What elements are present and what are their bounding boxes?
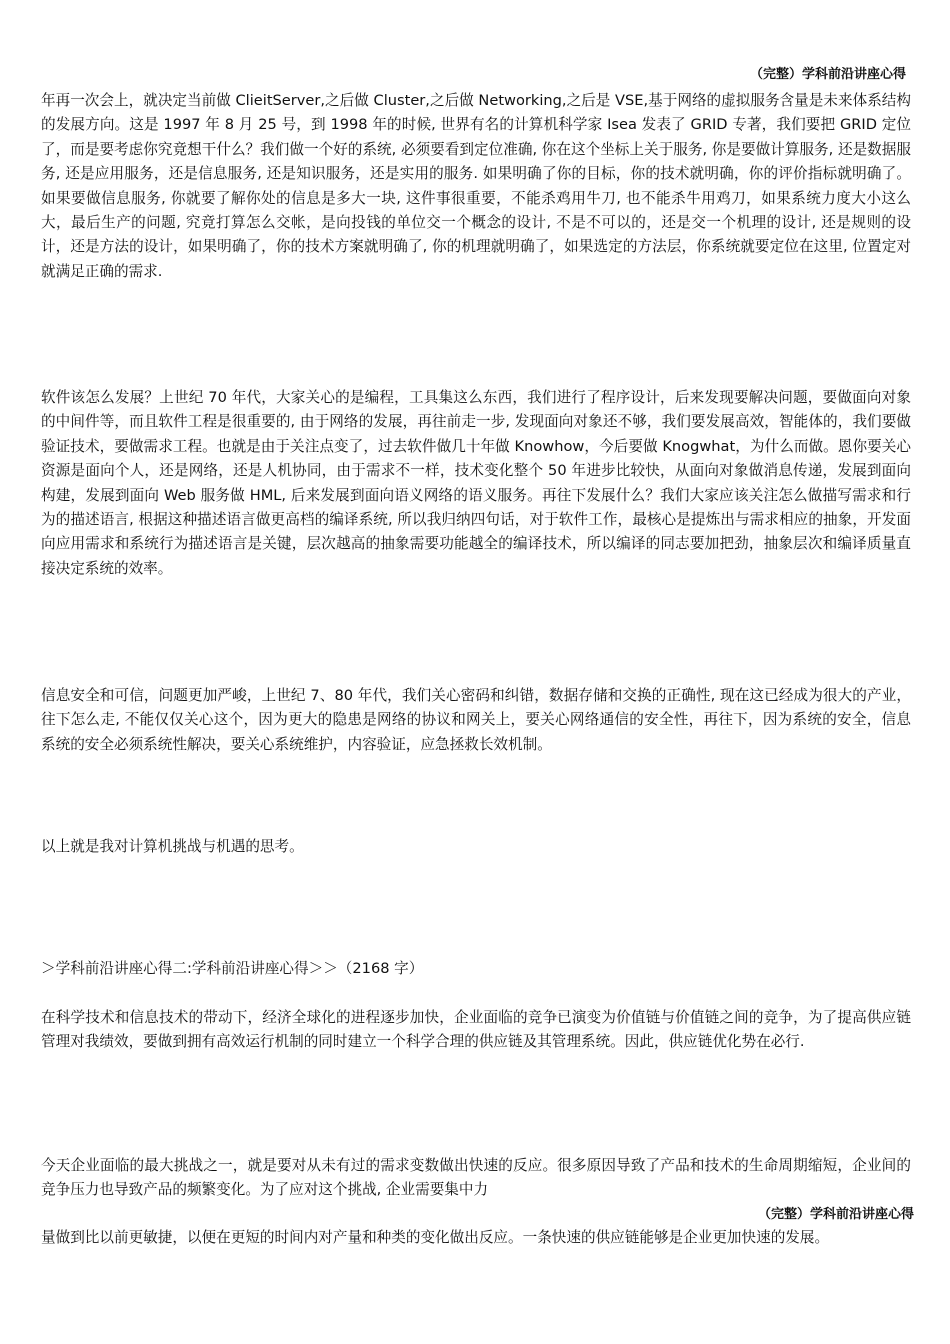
running-header: （完整）学科前沿讲座心得 <box>749 67 906 82</box>
paragraph-conclusion: 以上就是我对计算机挑战与机遇的思考。 <box>41 838 304 855</box>
paragraph-software: 软件该怎么发展？上世纪 70 年代，大家关心的是编程，工具集这么东西，我们进行了程序设计，后来发现要解决问题，要做面向对象的中间件等，而且软件工程是很重要的, 由于网络的发展，再往前走一步, 发现面向对象还不够，我们要发展高效，智能体的，我们要做验证技术，要做需求工程。也就是由于关注点变了，过去软件做几十年做 Knowhow，今后要做 Knogwhat，为什么而做。恩你要关心资源是面向个人，还是网络，还是人机协同，由于需求不一样，技术变化整个 50 年进步比较快，从面向对象做消息传递，发展到面向构建，发展到面向 Web 服务做 HML, 后来发展到面向语义网络的语义服务。再往下发展什么？我们大家应该关注怎么做描写需求和行为的描述语言, 根据这种描述语言做更高档的编译系统, 所以我归纳四句话，对于软件工作，最核心是提炼出与需求相应的抽象，开发面向应用需求和系统行为描述语言是关键，层次越高的抽象需要功能越全的编译技术，所以编译的同志要加把劲，抽象层次和编译质量直接决定系统的效率。 <box>41 389 911 577</box>
section-heading: ＞学科前沿讲座心得二:学科前沿讲座心得＞＞（2168 字） <box>41 960 424 977</box>
paragraph-security: 信息安全和可信，问题更加严峻，上世纪 7、80 年代，我们关心密码和纠错，数据存储和交换的正确性, 现在这已经成为很大的产业，往下怎么走, 不能仅仅关心这个，因为更大的隐患是网络的协议和网关上，要关心网络通信的安全性，再往下，因为系统的安全，信息系统的安全必须系统性解决，要关心系统维护，内容验证，应急拯救长效机制。 <box>41 687 911 753</box>
paragraph-architecture: 年再一次会上，就决定当前做 ClieitServer,之后做 Cluster,之后做 Networking,之后是 VSE,基于网络的虚拟服务含量是未来体系结构的发展方向。这是 1997 年 8 月 25 号，到 1998 年的时候, 世界有名的计算机科学家 Isea 发表了 GRID 专著，我们要把 GRID 定位了，而是要考虑你究竟想干什么？我们做一个好的系统, 必须要看到定位准确, 你在这个坐标上关于服务, 你是要做计算服务, 还是数据服务, 还是应用服务，还是信息服务, 还是知识服务，还是实用的服务. 如果明确了你的目标，你的技术就明确，你的评价指标就明确了。如果要做信息服务, 你就要了解你处的信息是多大一块, 这件事很重要，不能杀鸡用牛刀, 也不能杀牛用鸡刀，如果系统力度大小这么大，最后生产的问题, 究竟打算怎么交帐，是向投钱的单位交一个概念的设计, 不是不可以的，还是交一个机理的设计, 还是规则的设计，还是方法的设计，如果明确了，你的技术方案就明确了, 你的机理就明确了，如果选定的方法层，你系统就要定位在这里, 位置定对就满足正确的需求. <box>41 92 911 280</box>
paragraph-challenge: 今天企业面临的最大挑战之一，就是要对从未有过的需求变数做出快速的反应。很多原因导致了产品和技术的生命周期缩短，企业间的竞争压力也导致产品的频繁变化。为了应对这个挑战, 企业需要集中力 <box>41 1157 911 1199</box>
running-header-page2: （完整）学科前沿讲座心得 <box>757 1207 914 1222</box>
paragraph-challenge-continued: 量做到比以前更敏捷，以便在更短的时间内对产量和种类的变化做出反应。一条快速的供应链能够是企业更加快速的发展。 <box>41 1229 830 1246</box>
paragraph-supply-chain: 在科学技术和信息技术的带动下，经济全球化的进程逐步加快，企业面临的竞争已演变为价值链与价值链之间的竞争，为了提高供应链管理对我绩效，要做到拥有高效运行机制的同时建立一个科学合理的供应链及其管理系统。因此，供应链优化势在必行. <box>41 1009 911 1051</box>
